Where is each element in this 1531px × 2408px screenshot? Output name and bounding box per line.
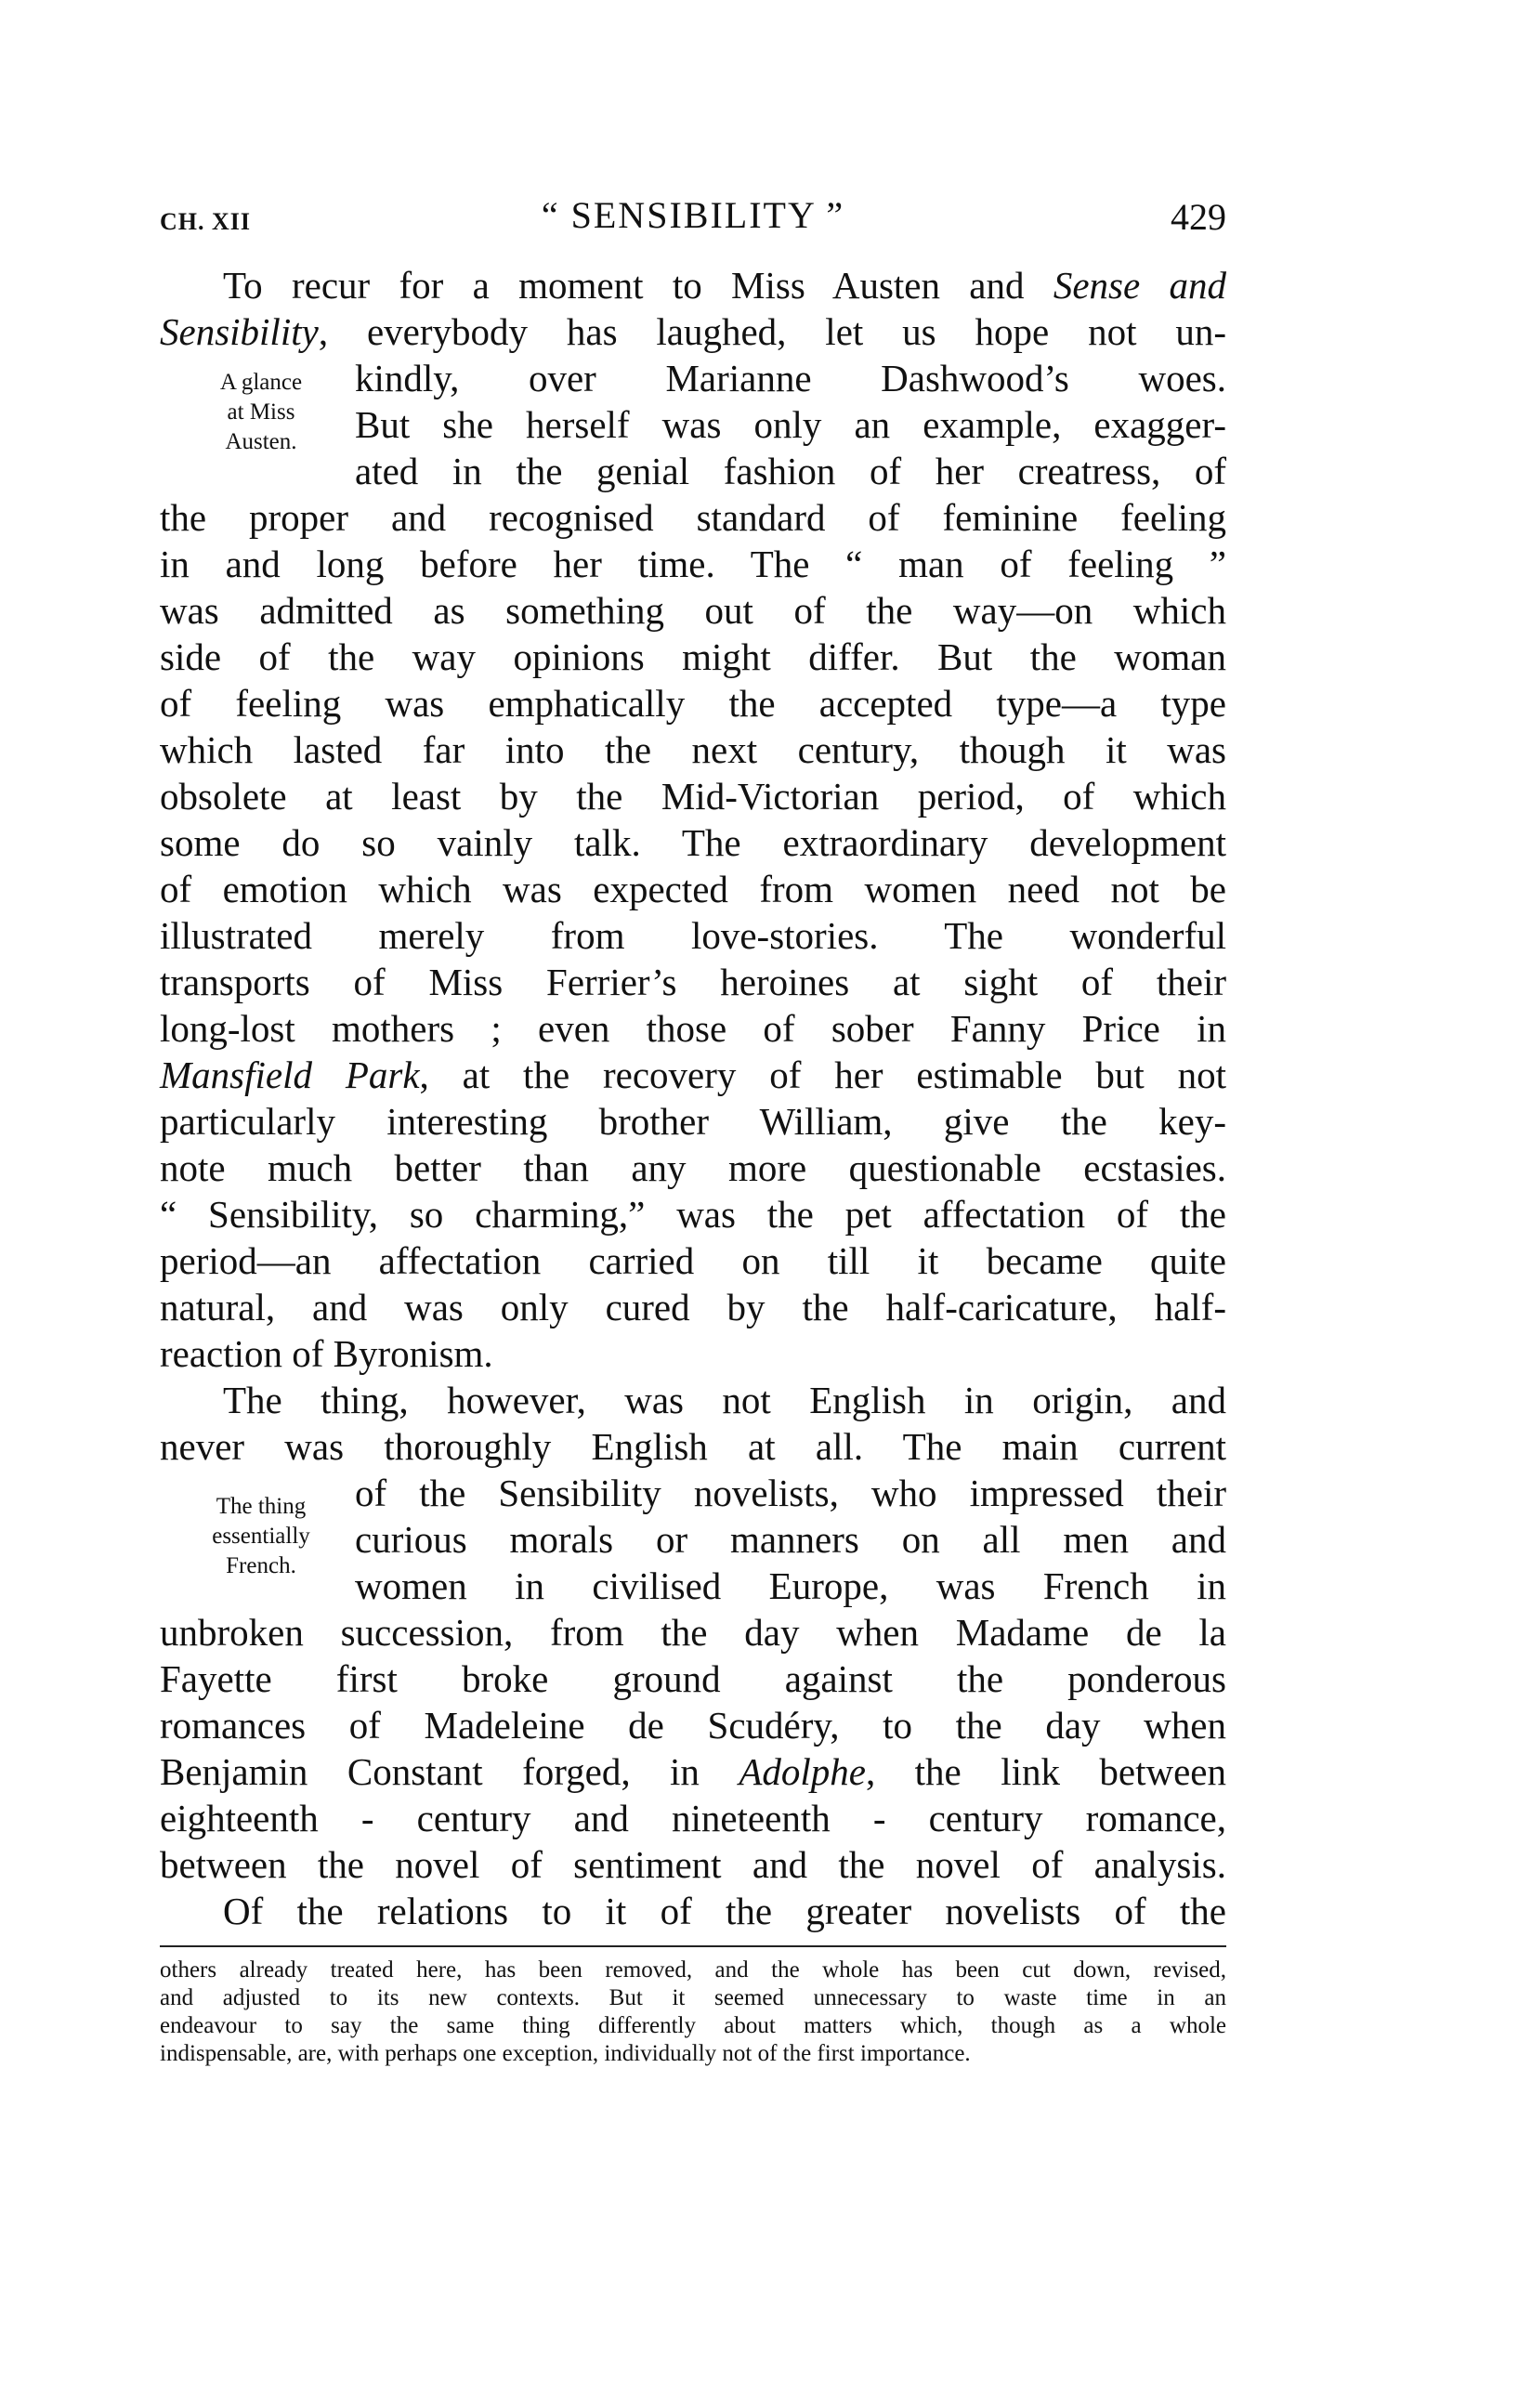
body-line: note much better than any more questionable ecstasies. [160,1146,1226,1189]
italic-title: Sensibility [160,310,319,353]
body-line: women in civilised Europe, was French in [355,1564,1226,1607]
footnote-line: indispensable, are, with perhaps one exception, individually not of the first importance. [160,2041,971,2066]
body-line: transports of Miss Ferrier’s heroines at sight of their [160,961,1226,1003]
marginal-note-line: The thing [216,1494,307,1519]
body-line [160,308,1226,355]
body-line [160,1052,1226,1098]
body-line: ated in the genial fashion of her creatress, of [355,450,1226,492]
body-line: Of the relations to it of the greater novelists of the [223,1890,1226,1932]
footnote-rule [160,1945,1226,1947]
body-line [160,1748,1226,1795]
body-line: in and long before her time. The “ man of feeling ” [160,543,1226,585]
footnote-line: endeavour to say the same thing differently about matters which, though as a whole [160,2013,1226,2038]
marginal-note-line: French. [226,1553,296,1578]
italic-title: Sense and [1053,264,1227,307]
italic-title: Adolphe [739,1750,866,1793]
page-title: “ SENSIBILITY ” [541,194,845,236]
body-line: Fayette first broke ground against the ponderous [160,1657,1226,1700]
marginal-note-line: Austen. [225,429,297,454]
body-text: , at the recovery of her estimable but not [419,1054,1226,1096]
body-line: period—an affectation carried on till it became quite [160,1239,1226,1282]
body-line: particularly interesting brother William, give the key- [160,1100,1226,1143]
body-line: some do so vainly talk. The extraordinary development [160,821,1226,864]
body-line: of emotion which was expected from women need not be [160,868,1226,910]
body-line: reaction of Byronism. [160,1332,493,1375]
body-line: which lasted far into the next century, though it was [160,728,1226,771]
page-number: 429 [1171,196,1226,238]
body-line: of feeling was emphatically the accepted type—a type [160,682,1226,725]
body-text: , everybody has laughed, let us hope not un- [318,310,1226,353]
marginal-note-line: at Miss [227,399,295,425]
body-line: long-lost mothers ; even those of sober Fanny Price in [160,1007,1226,1050]
body-line: was admitted as something out of the way—on which [160,589,1226,632]
body-line: side of the way opinions might differ. But the woman [160,635,1226,678]
body-line: illustrated merely from love-stories. The wonderful [160,914,1226,957]
italic-title: Mansfield Park [160,1054,420,1096]
body-text: , the link between [865,1750,1226,1793]
body-line: kindly, over Marianne Dashwood’s woes. [355,357,1226,399]
chapter-label: CH. XII [160,208,252,235]
body-line: curious morals or manners on all men and [355,1518,1226,1561]
footnote-line: and adjusted to its new contexts. But it seemed unnecessary to waste time in an [160,1985,1226,2010]
body-line: unbroken succession, from the day when Madame de la [160,1611,1226,1654]
body-line [160,262,1226,308]
body-line: the proper and recognised standard of feminine feeling [160,496,1226,539]
marginal-note-french [173,1492,349,1581]
body-text: To recur for a moment to Miss Austen and [223,264,1025,307]
body-line: of the Sensibility novelists, who impressed their [355,1472,1226,1514]
body-line: never was thoroughly English at all. The main current [160,1425,1226,1468]
body-line: obsolete at least by the Mid-Victorian period, of which [160,775,1226,818]
running-head [160,193,1226,245]
footnote-line: others already treated here, has been removed, and the whole has been cut down, revised, [160,1957,1226,1983]
marginal-note-austen [173,368,349,457]
marginal-note-line: essentially [212,1524,310,1549]
body-line: eighteenth - century and nineteenth - century romance, [160,1797,1226,1839]
body-line: “ Sensibility, so charming,” was the pet affectation of the [160,1193,1226,1236]
body-text: Benjamin Constant forged, in [160,1750,700,1793]
body-line: between the novel of sentiment and the novel of analysis. [160,1843,1226,1886]
body-line: But she herself was only an example, exagger- [355,403,1226,446]
body-line: natural, and was only cured by the half-caricature, half- [160,1286,1226,1328]
body-line: romances of Madeleine de Scudéry, to the day when [160,1704,1226,1747]
marginal-note-line: A glance [219,370,303,395]
body-line: The thing, however, was not English in origin, and [223,1379,1226,1421]
